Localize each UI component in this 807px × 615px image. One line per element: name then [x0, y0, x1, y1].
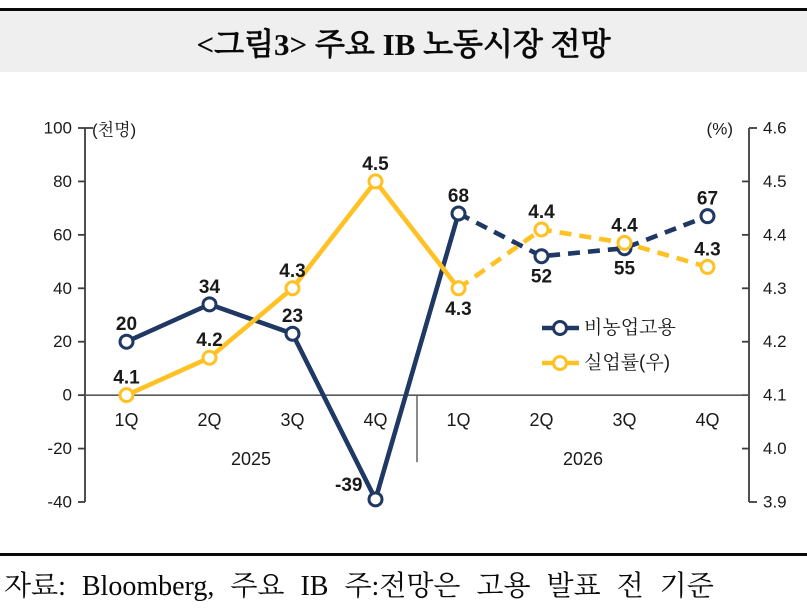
data-point-label: 4.3	[445, 298, 472, 320]
legend-label: 비농업고용	[584, 317, 676, 339]
year-group-label: 2026	[562, 449, 604, 470]
x-category-label: 4Q	[363, 410, 388, 431]
right-axis-unit-label: (%)	[706, 119, 733, 139]
data-point-marker	[701, 260, 714, 273]
data-point-label: 67	[696, 188, 719, 210]
data-point-marker	[286, 327, 299, 340]
data-point-label: 4.2	[196, 330, 223, 352]
data-point-marker	[286, 282, 299, 295]
chart-title: <그림3> 주요 IB 노동시장 전망	[196, 27, 611, 62]
data-point-marker	[452, 207, 465, 220]
data-point-label: 34	[198, 276, 221, 298]
data-point-marker	[535, 223, 548, 236]
x-category-label: 1Q	[114, 410, 139, 431]
right-axis-tick-label: 4.4	[763, 225, 787, 245]
x-category-label: 3Q	[280, 410, 305, 431]
x-category-label: 4Q	[695, 410, 720, 431]
data-point-marker	[535, 250, 548, 263]
source-note: 자료: Bloomberg, 주요 IB 주:전망은 고용 발표 전 기준	[4, 571, 714, 602]
data-point-label: 4.4	[528, 202, 555, 224]
left-axis-tick-label: 60	[53, 225, 72, 245]
data-point-marker	[701, 210, 714, 223]
data-point-label: 4.3	[279, 260, 306, 282]
right-axis-tick-label: 3.9	[763, 492, 787, 512]
data-point-label: -39	[335, 474, 363, 496]
left-axis-tick-label: -20	[47, 439, 72, 459]
data-point-marker	[369, 175, 382, 188]
left-axis-tick-label: -40	[47, 492, 72, 512]
data-point-marker	[203, 298, 216, 311]
series-line-forecast-dashed	[459, 230, 708, 289]
x-category-label: 2Q	[197, 410, 222, 431]
right-axis-tick-label: 4.2	[763, 332, 787, 352]
legend-marker	[554, 322, 567, 335]
left-axis-tick-label: 80	[53, 171, 72, 191]
right-axis-tick-label: 4.3	[763, 278, 787, 298]
data-point-label: 4.1	[113, 367, 140, 389]
series-line-solid	[127, 213, 459, 499]
year-group-label: 2025	[230, 449, 272, 470]
left-axis-unit-label: (천명)	[92, 120, 137, 140]
right-axis-tick-label: 4.6	[763, 118, 787, 138]
data-point-marker	[120, 389, 133, 402]
legend-label: 실업률(우)	[584, 352, 671, 374]
right-axis-tick-label: 4.1	[763, 385, 787, 405]
data-point-label: 55	[613, 258, 636, 280]
left-axis-tick-label: 100	[43, 118, 72, 138]
data-point-label: 68	[447, 185, 470, 207]
data-point-marker	[203, 351, 216, 364]
data-point-label: 4.3	[694, 239, 721, 261]
left-axis-tick-label: 40	[53, 278, 72, 298]
data-point-label: 52	[530, 266, 553, 288]
x-category-label: 3Q	[612, 410, 637, 431]
data-point-marker	[369, 493, 382, 506]
x-category-label: 1Q	[446, 410, 471, 431]
data-point-label: 23	[281, 306, 304, 328]
right-axis-tick-label: 4.5	[763, 171, 787, 191]
data-point-label: 4.4	[611, 215, 638, 237]
right-axis-tick-label: 4.0	[763, 439, 787, 459]
data-point-marker	[452, 282, 465, 295]
data-point-label: 4.5	[362, 153, 389, 175]
left-axis-tick-label: 20	[53, 332, 72, 352]
x-category-label: 2Q	[529, 410, 554, 431]
data-point-marker	[120, 335, 133, 348]
data-point-marker	[618, 236, 631, 249]
legend-marker	[554, 357, 567, 370]
left-axis-tick-label: 0	[62, 385, 72, 405]
data-point-label: 20	[115, 314, 138, 336]
footer-border-rule	[0, 553, 807, 556]
